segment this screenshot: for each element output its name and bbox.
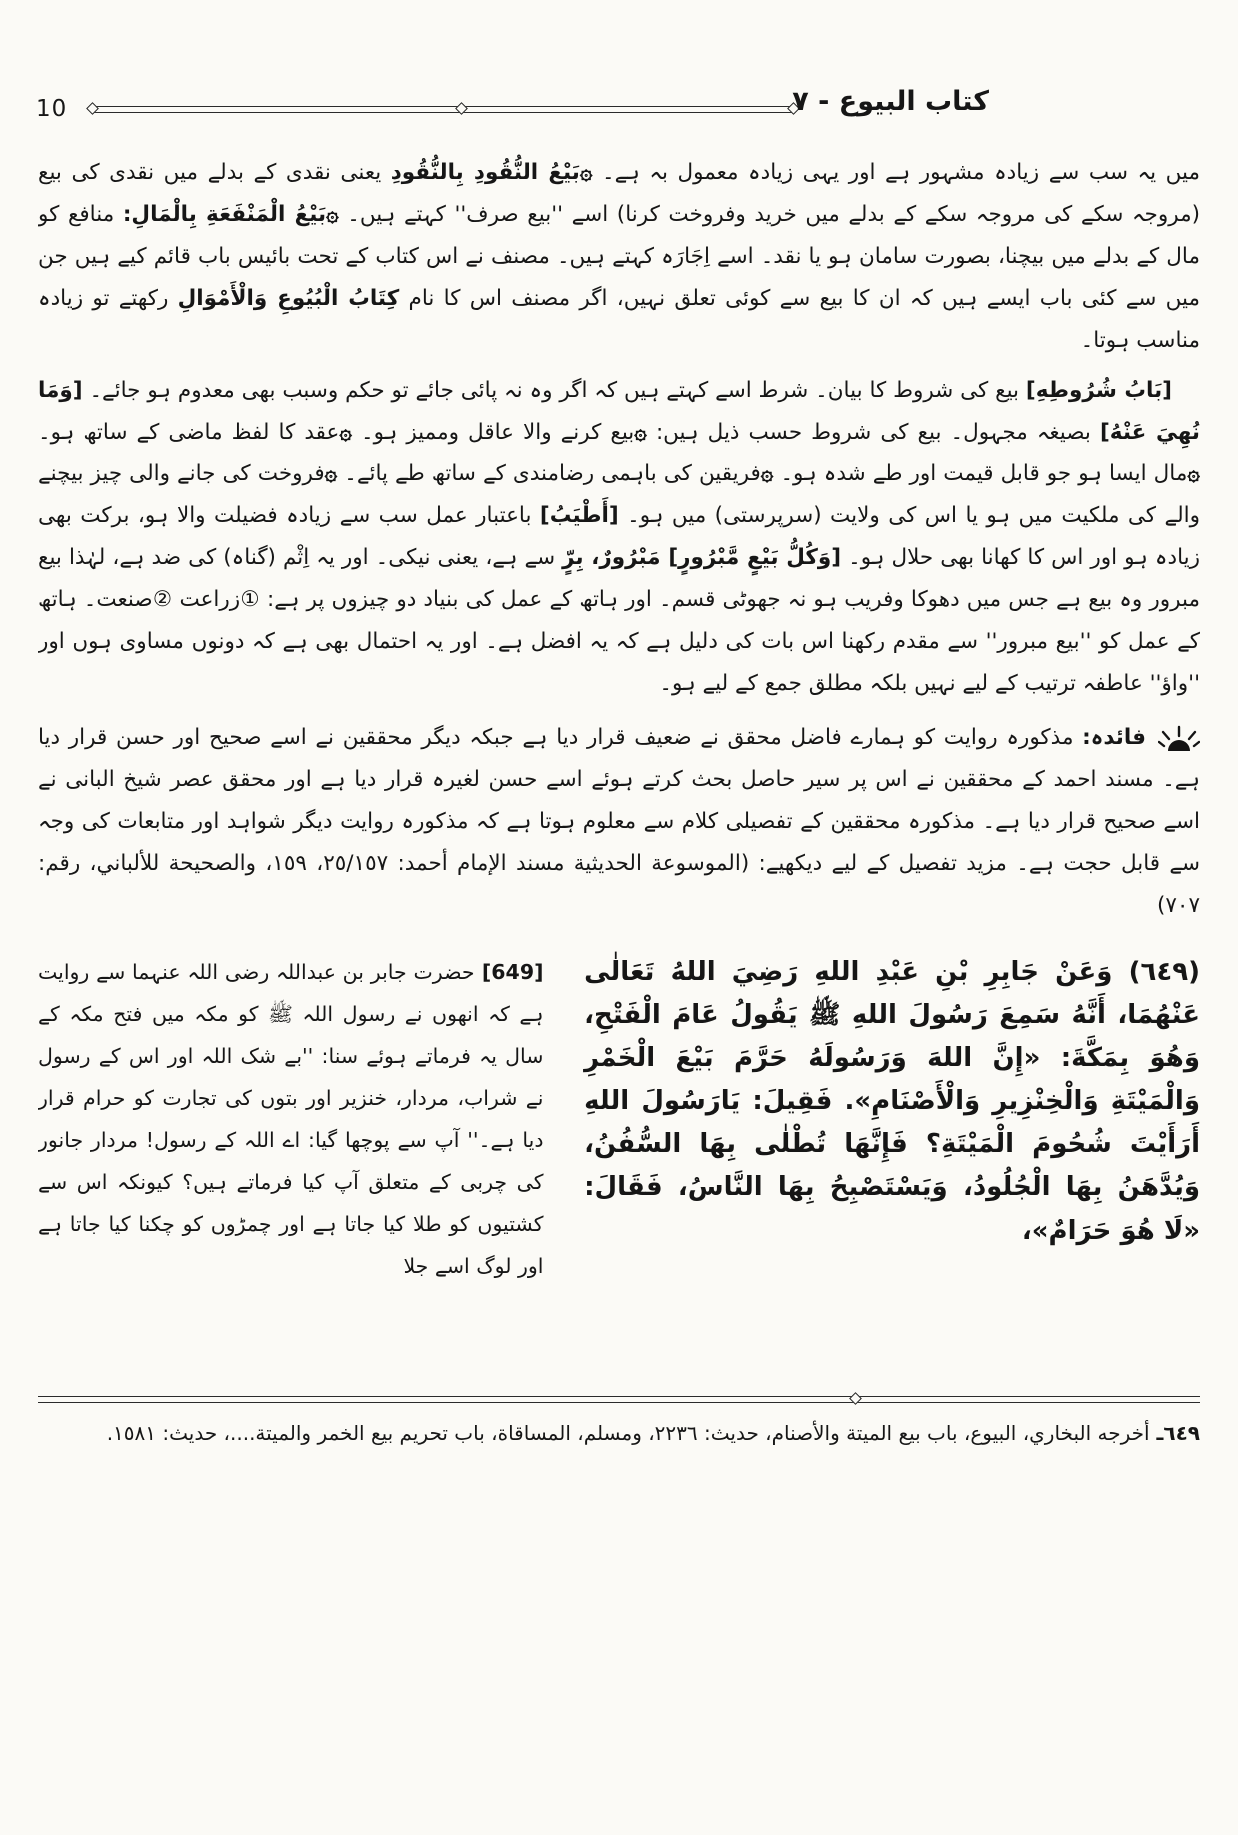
- text-run: ۞: [1187, 461, 1200, 487]
- text-run: سے ہے، یعنی نیکی۔ اور یہ اِثْم (گناہ) کی ضد ہے، لہٰذا بیع مبرور وہ بیع ہے جس میں دھوکا وفریب ہو نہ جھوٹی قسم۔ اور ہاتھ کے عمل کی بنیاد دو چیزوں پر ہے: ①زراعت ②صنعت۔ ہاتھ کے عمل کو ''بیع مبرور'' سے مقدم رکھنا اس بات کی دلیل ہے کہ یہ افضل ہے۔ اور یہ احتمال بھی ہے کہ دونوں مساوی ہوں اور ''واؤ'' عاطفہ ترتیب کے لیے نہیں بلکہ مطلق جمع کے لیے ہو۔: [38, 545, 1200, 697]
- text-run: حضرت جابر بن عبداللہ رضی اللہ عنہما سے روایت ہے کہ انھوں نے رسول اللہ ﷺ کو مکہ میں فتح مکہ کے سال یہ فرماتے ہوئے سنا: ''بے شک اللہ اور اس کے رسول نے شراب، مردار، خنزیر اور بتوں کی تجارت کو حرام قرار دیا ہے۔'' آپ سے پوچھا گیا: اے اللہ کے رسول! مردار جانور کی چربی کے متعلق آپ کیا فرماتے ہیں؟ کیونکہ اس سے کشتیوں کو طلا کیا جاتا ہے اور چمڑوں کو چکنا کیا جاتا ہے اور لوگ اسے جلا: [38, 959, 544, 1278]
- text-run: بصیغہ مجہول۔ بیع کی شروط حسب ذیل ہیں:: [646, 419, 1100, 445]
- text-run: مال ایسا ہو جو قابل قیمت اور طے شدہ ہو۔: [773, 461, 1188, 487]
- page-content: [38, 152, 1200, 1392]
- footnote-text: [38, 1415, 1200, 1452]
- text-run: منافع کو مال کے بدلے میں بیچنا، بصورت سامان ہو یا نقد۔ اسے اِجَارَہ کہتے ہیں۔ مصنف نے اس کتاب کے تحت بائیس باب قائم کیے ہیں جن میں سے کئی باب ایسے ہیں کہ ان کا بیع سے کوئی تعلق نہیں، اگر مصنف اس کا نام: [38, 201, 1200, 311]
- text-run: [649]: [474, 959, 544, 984]
- footnote-divider: [38, 1396, 1200, 1403]
- chapter-title: ۷ - كتاب البيوع: [792, 86, 989, 117]
- text-run: [أَطْيَبُ]: [539, 503, 619, 529]
- text-run: ۞: [339, 419, 352, 445]
- hadith-section: [38, 951, 1200, 1287]
- text-run: ۞بَيْعُ النُّقُودِ بِالنُّقُودِ: [390, 160, 593, 185]
- text-run: عقد کا لفظ ماضی کے ساتھ ہو۔: [38, 419, 340, 445]
- diamond-ornament-icon: [86, 102, 99, 115]
- text-run: فریقین کی باہمی رضامندی کے ساتھ طے پائے۔: [337, 461, 761, 487]
- text-run: (٦٤٩) وَعَنْ جَابِرِ بْنِ عَبْدِ اللهِ رَضِيَ اللهُ تَعَالٰى عَنْهُمَا، أَنَّهُ سَمِعَ رَسُولَ اللهِ ﷺ يَقُولُ عَامَ الْفَتْحِ، وَهُوَ بِمَكَّةَ:: [584, 956, 1200, 1073]
- header-ornament-rule: [92, 106, 794, 113]
- text-run: ٦٤٩ـ: [1149, 1421, 1200, 1445]
- text-run: ۞بَيْعُ الْمَنْفَعَةِ بِالْمَالِ:: [122, 201, 339, 227]
- footnote-area: [38, 1396, 1200, 1452]
- page-header: [34, 86, 1204, 132]
- text-run: ۞: [760, 461, 774, 487]
- text-run: یعنی نقدی کے بدلے میں نقدی کی بیع (مروجہ سکے کی مروجہ سکے کے بدلے میں خرید وفروخت کرنا) اسے ''بیع صرف'' کہتے ہیں۔: [38, 160, 1200, 227]
- text-run: رکھتے تو زیادہ مناسب ہوتا۔: [38, 285, 1200, 353]
- faida-note: [38, 717, 1200, 927]
- hadith-arabic-column: [584, 951, 1200, 1287]
- text-run: فائدہ:: [1082, 724, 1146, 750]
- text-run: میں یہ سب سے زیادہ مشہور ہے اور یہی زیادہ معمول بہ ہے۔: [592, 160, 1200, 185]
- text-run: أخرجه البخاري، البيوع، باب بيع الميتة والأصنام، حديث: ٢٢٣٦، ومسلم، المساقاة، باب تحريم بيع الخمر والميتة....، حديث: ١٥٨١.: [106, 1421, 1150, 1445]
- text-run: بیع کی شروط کا بیان۔ شرط اسے کہتے ہیں کہ اگر وہ نہ پائی جائے تو حکم وسبب بھی معدوم ہو جائے۔: [82, 377, 1026, 403]
- text-run: [وَمَا نُهِيَ عَنْهُ]: [38, 377, 1200, 445]
- body-paragraph: [38, 152, 1200, 362]
- text-run: ۞: [634, 419, 647, 445]
- text-run: كِتَابُ الْبُيُوعِ وَالْأَمْوَالِ: [177, 285, 400, 311]
- text-run: فَقِيلَ: يَارَسُولَ اللهِ أَرَأَيْتَ شُحُومَ الْمَيْتَةِ؟ فَإِنَّهَا تُطْلٰى بِهَا السُّفُنُ، وَيُدَّهَنُ بِهَا الْجُلُودُ، وَيَسْتَصْبِحُ بِهَا النَّاسُ، فَقَالَ:: [584, 1086, 1200, 1203]
- body-paragraph: [38, 370, 1200, 705]
- text-run: بیع کرنے والا عاقل وممیز ہو۔: [351, 419, 635, 445]
- diamond-ornament-icon: [455, 102, 468, 115]
- text-run: «إِنَّ اللهَ وَرَسُولَهُ حَرَّمَ بَيْعَ الْخَمْرِ وَالْمَيْتَةِ وَالْخِنْزِيرِ وَالْأَصْنَامِ».: [584, 1042, 1200, 1117]
- text-run: مذکورہ روایت کو ہمارے فاضل محقق نے ضعیف قرار دیا ہے جبکہ دیگر محققین نے اسے صحیح اور حسن قرار دیا ہے۔ مسند احمد کے محققین نے اس پر سیر حاصل بحث کرتے ہوئے اسے حسن لغیرہ قرار دیا ہے اور محقق عصر شیخ البانی نے اسے صحیح قرار دیا ہے۔ مذکورہ محققین کے تفصیلی کلام سے معلوم ہوتا ہے کہ مذکورہ روایت دیگر شواہد اور متابعات کی وجہ سے قابل حجت ہے۔ مزید تفصیل کے لیے دیکھیے: (الموسوعة الحديثية مسند الإمام أحمد: ٢٥/١٥٧، ١٥٩، والصحيحة للألباني، رقم: ٧٠٧): [38, 724, 1200, 918]
- text-run: مَبْرُورٌ، بِرٍّ: [562, 545, 669, 571]
- text-run: [وَكُلُّ بَيْعٍ مَّبْرُورٍ]: [668, 545, 842, 571]
- sun-icon: [1158, 725, 1200, 751]
- text-run: [بَابُ شُرُوطِهِ]: [1025, 377, 1172, 403]
- hadith-urdu-column: [38, 951, 543, 1287]
- text-run: «لَا هُوَ حَرَامٌ»،: [1021, 1215, 1200, 1246]
- text-run: باعتبار عمل سب سے زیادہ فضیلت والا ہو، برکت بھی زیادہ ہو اور اس کا کھانا بھی حلال ہو۔: [38, 503, 1200, 571]
- faida-paragraph: [38, 717, 1200, 927]
- text-run: ۞: [324, 461, 338, 487]
- diamond-ornament-icon: [850, 1392, 863, 1405]
- text-run: فروخت کی جانے والی چیز بیچنے والے کی ملکیت میں ہو یا اس کی ولایت (سرپرستی) میں ہو۔: [38, 461, 1200, 529]
- page-number: 10: [36, 96, 68, 122]
